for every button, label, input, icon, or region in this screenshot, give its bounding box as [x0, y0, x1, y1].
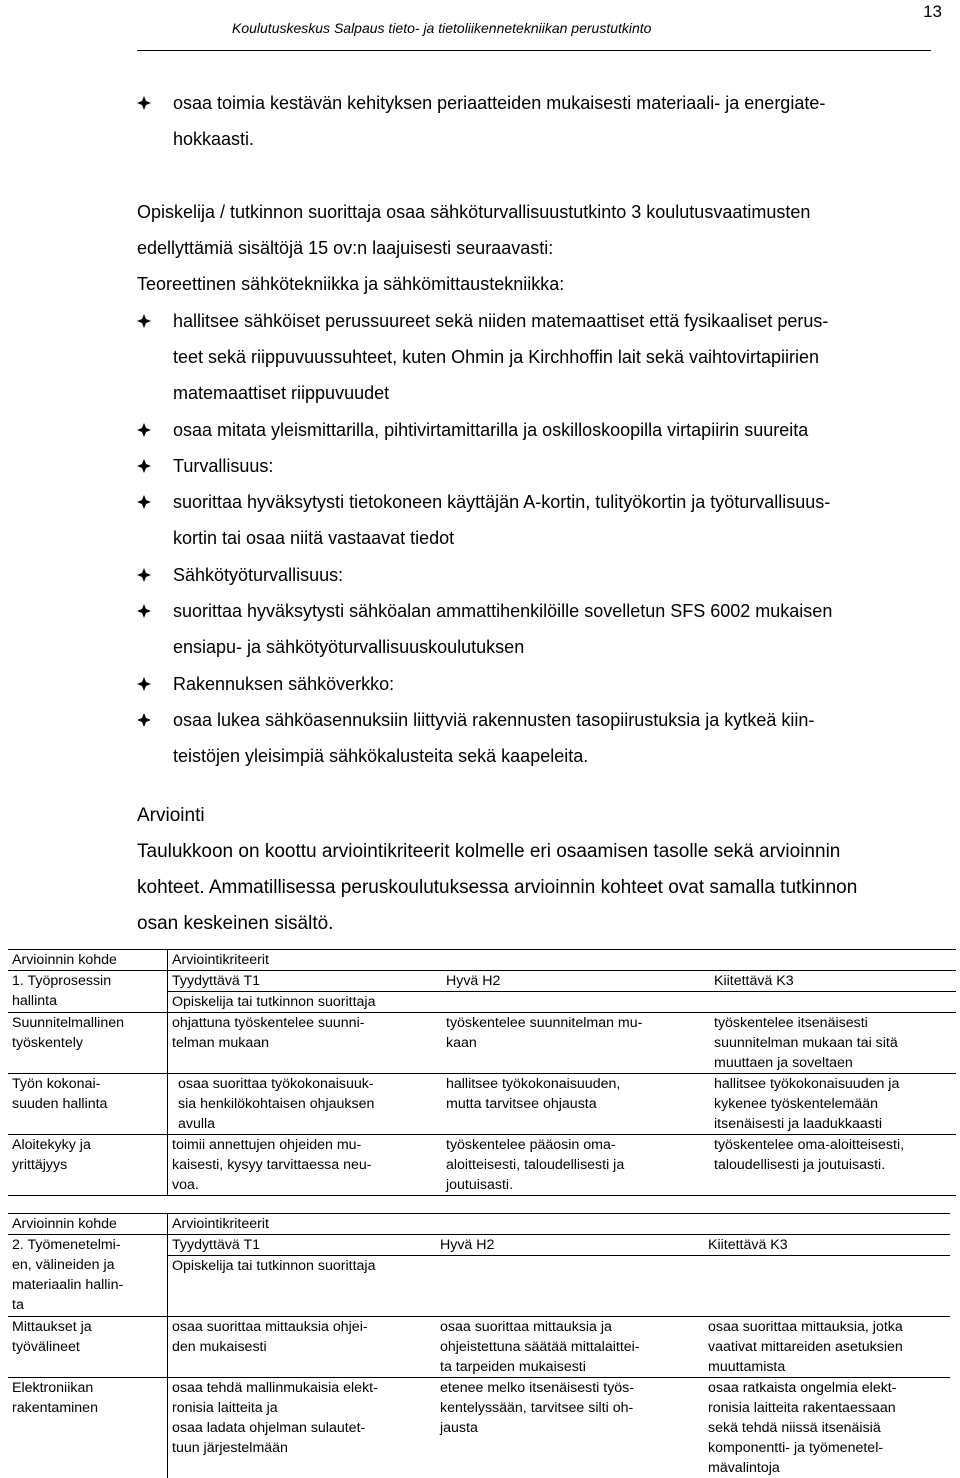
diamond-bullet-icon	[137, 593, 153, 618]
bullet-line: Turvallisuus:	[173, 448, 937, 484]
level-k3: Kiitettävä K3	[710, 971, 956, 992]
diamond-bullet-icon	[137, 303, 153, 328]
bullet-item	[137, 557, 937, 593]
bullet-item	[137, 593, 937, 665]
arviointi-line: kohteet. Ammatillisessa peruskoulutuksessa arvioinnin kohteet ovat samalla tutkinnon	[137, 870, 857, 906]
diamond-bullet-icon	[137, 448, 153, 473]
header-kohde: Arvioinnin kohde	[8, 950, 168, 971]
bullet-line: Sähkötyöturvallisuus:	[173, 557, 937, 593]
diamond-bullet-icon	[137, 666, 153, 691]
table-row: Työn kokonai- suuden hallinta osaa suorittaa työkokonaisuuk- sia henkilökohtaisen ohjauksen avulla hallitsee työkokonaisuuden, mutta tarvitsee ohjausta hallitsee työkokonaisuuden ja kykenee työskentelemään itsenäisesti ja laadukkaasti	[8, 1074, 956, 1135]
header-kriteerit: Arviointikriteerit	[168, 950, 957, 971]
bullet-item	[137, 412, 937, 448]
bullet-line: teet sekä riippuvuussuhteet, kuten Ohmin ja Kirchhoffin lait sekä vaihtovirtapiirien	[173, 339, 937, 375]
table-row: Mittaukset ja työvälineet osaa suorittaa mittauksia ohjei- den mukaisesti osaa suorittaa mittauksia ja ohjeistettuna säätää mittalaittei- ta tarpeiden mukaisesti osaa suorittaa mittauksia, jotka vaativat mittareiden asetuksien muuttamista	[8, 1317, 950, 1378]
bullet-line: suorittaa hyväksytysti tietokoneen käyttäjän A-kortin, tulityökortin ja työturvallisuus-	[173, 484, 937, 520]
intro-line: Teoreettinen sähkötekniikka ja sähkömittaustekniikka:	[137, 266, 937, 302]
header-kohde: Arvioinnin kohde	[8, 1214, 168, 1235]
bullet-line: osaa toimia kestävän kehityksen periaatteiden mukaisesti materiaali- ja energiate-	[173, 85, 937, 121]
page-number: 13	[923, 2, 942, 22]
bullet-line: hokkaasti.	[173, 121, 937, 157]
bullet-item	[137, 448, 937, 484]
area-title: 2. Työmenetelmi- en, välineiden ja materiaalin hallin- ta	[8, 1235, 168, 1317]
diamond-bullet-icon	[137, 85, 153, 110]
header-kriteerit: Arviointikriteerit	[168, 1214, 951, 1235]
intro-paragraph	[137, 194, 937, 302]
arviointi-line: osan keskeinen sisältö.	[137, 906, 857, 942]
bullet-line: hallitsee sähköiset perussuureet sekä niiden matemaattiset että fysikaaliset perus-	[173, 303, 937, 339]
diamond-bullet-icon	[137, 557, 153, 582]
arviointi-section	[137, 798, 857, 942]
table-row: Aloitekyky ja yrittäjyys toimii annettujen ohjeiden mu- kaisesti, kysyy tarvittaessa neu- voa. työskentelee pääosin oma- aloitteisesti, taloudellisesti ja joutuisasti. työskentelee oma-aloitteisesti, taloudellisesti ja joutuisasti.	[8, 1135, 956, 1196]
bullet-line: ensiapu- ja sähkötyöturvallisuuskoulutuksen	[173, 629, 937, 665]
section-heading: Arviointi	[137, 798, 857, 834]
level-t1: Tyydyttävä T1	[168, 1235, 437, 1256]
bullet-line: teistöjen yleisimpiä sähkökalusteita sekä kaapeleita.	[173, 738, 937, 774]
bullet-line: kortin tai osaa niitä vastaavat tiedot	[173, 520, 937, 556]
header-rule	[137, 50, 931, 51]
diamond-bullet-icon	[137, 412, 153, 437]
bullet-line: matemaattiset riippuvuudet	[173, 375, 937, 411]
running-header: Koulutuskeskus Salpaus tieto- ja tietoliikennetekniikan perustutkinto	[232, 20, 651, 36]
bullet-item	[137, 85, 937, 157]
level-k3: Kiitettävä K3	[704, 1235, 950, 1256]
level-h2: Hyvä H2	[442, 971, 710, 992]
bullet-item	[137, 702, 937, 774]
subject-label: Opiskelija tai tutkinnon suorittaja	[168, 992, 957, 1013]
bullet-item	[137, 666, 937, 702]
bullet-item	[137, 303, 937, 411]
intro-line: edellyttämiä sisältöjä 15 ov:n laajuisesti seuraavasti:	[137, 230, 937, 266]
table-row: Elektroniikan rakentaminen osaa tehdä mallinmukaisia elekt- ronisia laitteita ja osaa ladata ohjelman sulautet- tuun järjestelmään etenee melko itsenäisesti työs- kentelyssään, tarvitsee silti oh- jausta osaa ratkaista ongelmia elekt- ronisia laitteita rakentaessaan sekä tehdä niissä itsenäisiä komponentti- ja työmenetel- mävalintoja	[8, 1378, 950, 1478]
level-t1: Tyydyttävä T1	[168, 971, 443, 992]
bullet-item	[137, 484, 937, 556]
criteria-table-2	[8, 1213, 950, 1478]
area-title: 1. Työprosessin hallinta	[8, 971, 168, 1013]
level-h2: Hyvä H2	[436, 1235, 704, 1256]
table-row: Suunnitelmallinen työskentely ohjattuna työskentelee suunni- telman mukaan työskentelee suunnitelman mu- kaan työskentelee itsenäisesti suunnitelman mukaan tai sitä muuttaen ja soveltaen	[8, 1013, 956, 1074]
subject-label: Opiskelija tai tutkinnon suorittaja	[168, 1256, 951, 1317]
arviointi-line: Taulukkoon on koottu arviointikriteerit kolmelle eri osaamisen tasolle sekä arvioinnin	[137, 834, 857, 870]
diamond-bullet-icon	[137, 702, 153, 727]
diamond-bullet-icon	[137, 484, 153, 509]
criteria-table-1	[8, 949, 956, 1196]
bullet-line: osaa lukea sähköasennuksiin liittyviä rakennusten tasopiirustuksia ja kytkeä kiin-	[173, 702, 937, 738]
bullet-line: suorittaa hyväksytysti sähköalan ammattihenkilöille sovelletun SFS 6002 mukaisen	[173, 593, 937, 629]
bullet-line: osaa mitata yleismittarilla, pihtivirtamittarilla ja oskilloskoopilla virtapiirin suureita	[173, 412, 937, 448]
bullet-line: Rakennuksen sähköverkko:	[173, 666, 937, 702]
intro-line: Opiskelija / tutkinnon suorittaja osaa sähköturvallisuustutkinto 3 koulutusvaatimusten	[137, 194, 937, 230]
